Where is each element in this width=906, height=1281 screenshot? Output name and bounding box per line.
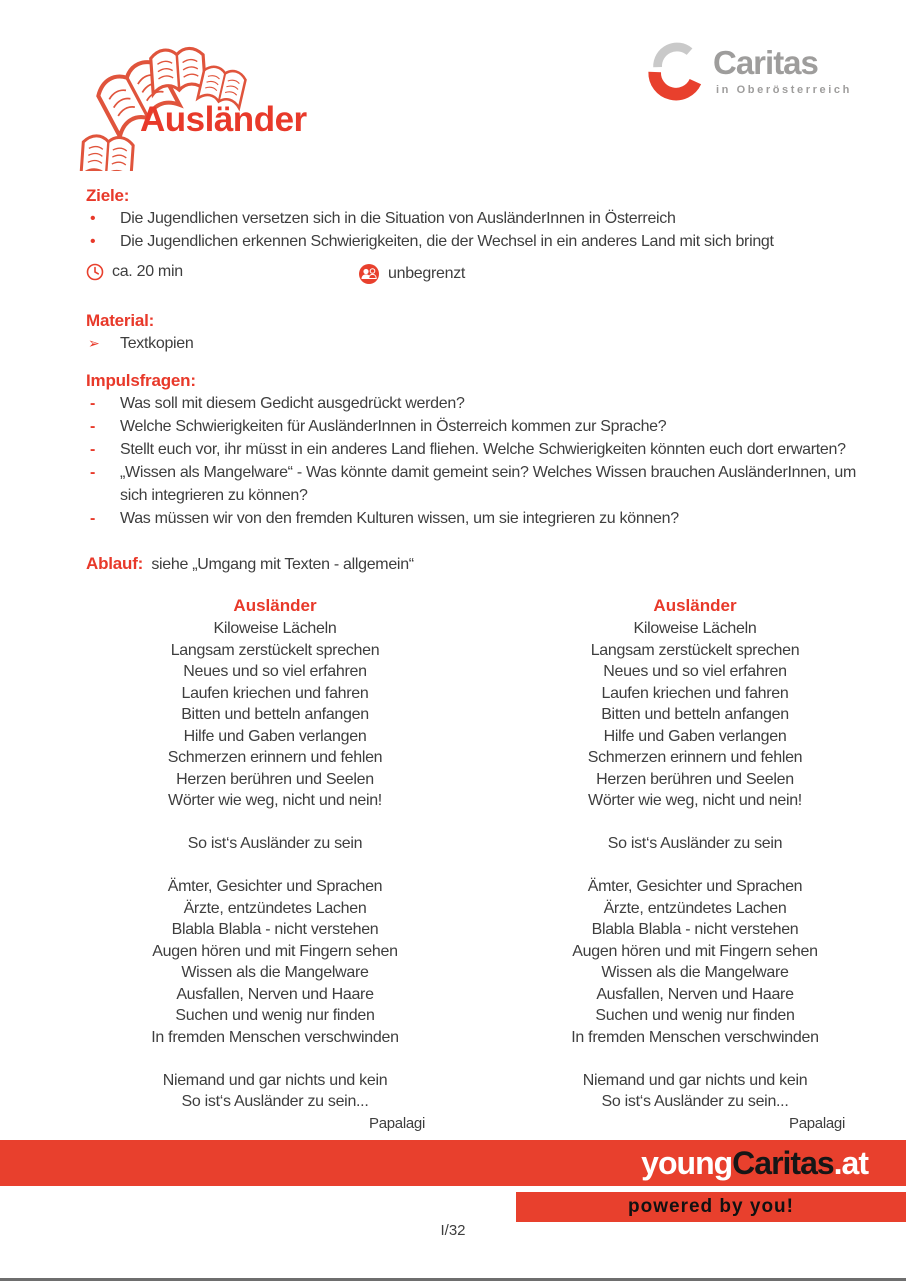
- poem-column-right: [515, 594, 875, 1135]
- poem-line: Wissen als die Mangelware: [601, 964, 789, 981]
- poem-line: Ärzte, entzündetes Lachen: [603, 899, 787, 917]
- ziele-heading: Ziele:: [86, 186, 130, 205]
- participants-label: unbegrenzt: [388, 265, 466, 282]
- page-number: I/32: [440, 1222, 466, 1239]
- poem-line: Ärzte, entzündetes Lachen: [183, 899, 367, 917]
- brand-young: young: [641, 1144, 733, 1181]
- poem-column-left: [95, 594, 455, 1135]
- material-list: [86, 332, 586, 355]
- poem-line: Laufen kriechen und fahren: [601, 684, 789, 702]
- youngcaritas-banner: [0, 1140, 906, 1186]
- poem-line: Neues und so viel erfahren: [603, 663, 787, 680]
- poem-line: Langsam zerstückelt sprechen: [170, 641, 380, 659]
- clock-icon: [86, 263, 104, 281]
- ziele-list-item: • Die Jugendlichen erkennen Schwierigkeiten, die der Wechsel in ein anderes Land mit sich bringt: [86, 230, 876, 253]
- poem-line: [95, 812, 455, 834]
- meta-row: [86, 263, 786, 289]
- ziele-list-item: • Die Jugendlichen versetzen sich in die Situation von AusländerInnen in Österreich: [86, 207, 876, 230]
- poem-line: Ausfallen, Nerven und Haare: [596, 985, 794, 1003]
- material-list-item: ➢ Textkopien: [86, 332, 586, 355]
- poem-line: [515, 812, 875, 834]
- poem-author: Papalagi: [369, 1114, 425, 1132]
- brand-caritas: Caritas: [732, 1144, 834, 1181]
- poem-line: Bitten und betteln anfangen: [181, 706, 369, 723]
- poem-line: Bitten und betteln anfangen: [601, 706, 789, 723]
- logo-subtitle: in Oberösterreich: [716, 84, 852, 96]
- poem-line: Laufen kriechen und fahren: [181, 684, 369, 702]
- poem-line: So ist‘s Ausländer zu sein: [607, 835, 783, 852]
- poem-line: Blabla Blabla - nicht verstehen: [591, 921, 799, 938]
- impulsfragen-list: [86, 392, 868, 530]
- poem-line: Suchen und wenig nur finden: [175, 1007, 375, 1024]
- ablauf-heading: Ablauf:: [86, 554, 144, 573]
- ziele-list: [86, 207, 876, 253]
- impulsfragen-heading: Impulsfragen:: [86, 371, 196, 390]
- poem-line: Suchen und wenig nur finden: [595, 1007, 795, 1024]
- section-ziele: [86, 186, 876, 253]
- poem-line: Niemand und gar nichts und kein: [162, 1071, 388, 1089]
- section-ablauf: [86, 554, 786, 574]
- poem-author: Papalagi: [789, 1114, 845, 1132]
- brand-tld: .at: [833, 1144, 868, 1181]
- poem-line: [95, 1048, 455, 1070]
- poem-line: Schmerzen erinnern und fehlen: [587, 749, 803, 766]
- poem-line: So ist‘s Ausländer zu sein...: [181, 1093, 369, 1110]
- poem-line: So ist‘s Ausländer zu sein: [187, 835, 363, 852]
- impulsfragen-list-item: - Welche Schwierigkeiten für AusländerInnen in Österreich kommen zur Sprache?: [86, 415, 868, 438]
- poem-line: Niemand und gar nichts und kein: [582, 1071, 808, 1089]
- poem-line: Hilfe und Gaben verlangen: [183, 727, 367, 745]
- material-heading: Material:: [86, 311, 155, 330]
- poem-line: So ist‘s Ausländer zu sein...: [601, 1093, 789, 1110]
- poem-line: Neues und so viel erfahren: [183, 663, 367, 680]
- duration-label: ca. 20 min: [112, 263, 183, 280]
- caritas-logo: [645, 38, 875, 108]
- poem-line: Herzen berühren und Seelen: [596, 770, 794, 788]
- poem-title: Ausländer: [653, 596, 737, 615]
- caritas-c-icon: [645, 40, 707, 102]
- impulsfragen-list-item: - Stellt euch vor, ihr müsst in ein anderes Land fliehen. Welche Schwierigkeiten könnten euch dort erwarten?: [86, 438, 868, 461]
- impulsfragen-list-item: - „Wissen als Mangelware“ - Was könnte damit gemeint sein? Welches Wissen brauchen AusländerInnen, um sich integrieren zu können?: [86, 461, 868, 507]
- poem-line: Herzen berühren und Seelen: [176, 770, 374, 788]
- ablauf-text: siehe „Umgang mit Texten - allgemein“: [151, 556, 414, 573]
- poem-line: Augen hören und mit Fingern sehen: [572, 942, 818, 960]
- page-title: Ausländer: [140, 100, 307, 139]
- poem-lines: [515, 618, 875, 1113]
- poem-line: Kiloweise Lächeln: [213, 620, 337, 637]
- powered-by-you-banner: [516, 1192, 906, 1222]
- poem-line: Wörter wie weg, nicht und nein!: [168, 792, 382, 809]
- poem-line: Wissen als die Mangelware: [181, 964, 369, 981]
- poem-title: Ausländer: [233, 596, 317, 615]
- poem-line: Ämter, Gesichter und Sprachen: [167, 878, 383, 895]
- poem-line: Augen hören und mit Fingern sehen: [152, 942, 398, 960]
- poem-lines: [95, 618, 455, 1113]
- poem-line: In fremden Menschen verschwinden: [151, 1028, 399, 1046]
- poem-line: [515, 1048, 875, 1070]
- poem-line: [95, 855, 455, 877]
- group-icon: [358, 263, 380, 285]
- poem-line: Blabla Blabla - nicht verstehen: [171, 921, 379, 938]
- poem-line: Langsam zerstückelt sprechen: [590, 641, 800, 659]
- section-impulsfragen: [86, 371, 868, 530]
- poem-line: Ausfallen, Nerven und Haare: [176, 985, 374, 1003]
- poem-line: [515, 855, 875, 877]
- poem-line: Wörter wie weg, nicht und nein!: [588, 792, 802, 809]
- impulsfragen-list-item: - Was soll mit diesem Gedicht ausgedrückt werden?: [86, 392, 868, 415]
- section-material: [86, 311, 586, 355]
- poem-line: Kiloweise Lächeln: [633, 620, 757, 637]
- poem-line: Hilfe und Gaben verlangen: [603, 727, 787, 745]
- logo-wordmark: Caritas: [713, 44, 818, 81]
- poem-line: In fremden Menschen verschwinden: [571, 1028, 819, 1046]
- participants-info: [358, 263, 465, 285]
- impulsfragen-list-item: - Was müssen wir von den fremden Kulturen wissen, um sie integrieren zu können?: [86, 507, 868, 530]
- duration-info: [86, 263, 183, 281]
- poem-line: Schmerzen erinnern und fehlen: [167, 749, 383, 766]
- poem-line: Ämter, Gesichter und Sprachen: [587, 878, 803, 895]
- powered-tagline: powered by you!: [628, 1196, 794, 1217]
